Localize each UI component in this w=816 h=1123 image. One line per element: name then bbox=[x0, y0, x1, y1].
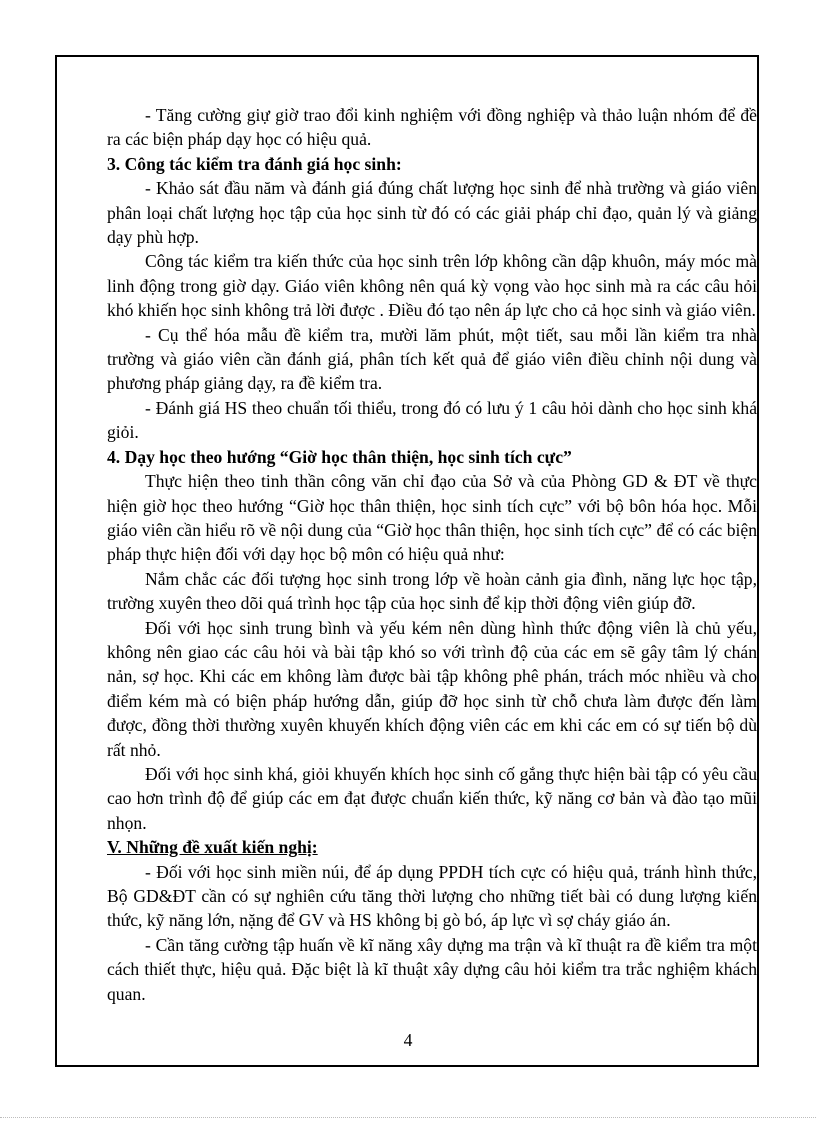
paragraph-weak-students: Đối với học sinh trung bình và yếu kém nên dùng hình thức động viên là chủ yếu, không nên giao các câu hỏi và bài tập khó so với trình độ của các em sẽ gây tâm lý chán nản, sợ học. Khi các em không làm được bài tập không phê phán, trách móc nhiều và cho điểm kém mà có biện pháp hướng dẫn, giúp đỡ học sinh từ chỗ chưa làm được đến làm được, đồng thời thường xuyên khuyến khích động viên các em khi các em có sự tiến bộ dù rất nhỏ. bbox=[107, 617, 757, 760]
paragraph-initial-survey: - Khảo sát đầu năm và đánh giá đúng chất lượng học sinh để nhà trường và giáo viên phân loại chất lượng học tập của học sinh từ đó có các giải pháp chỉ đạo, quản lý và giảng dạy phù hợp. bbox=[107, 178, 757, 248]
paragraph-good-students: Đối với học sinh khá, giỏi khuyến khích học sinh cố gắng thực hiện bài tập có yêu cầu cao hơn trình độ để giúp các em đạt được chuẩn kiến thức, kỹ năng cơ bản và đào tạo mũi nhọn. bbox=[107, 763, 757, 833]
paragraph-mountain-students: - Đối với học sinh miền núi, để áp dụng PPDH tích cực có hiệu quả, tránh hình thức, Bộ GD&ĐT cần có sự nghiên cứu tăng thời lượng cho những tiết bài có dung lượng kiến thức, kỹ năng lớn, nặng để GV và HS không bị gò bó, áp lực vì sợ cháy giáo án. bbox=[107, 861, 757, 931]
heading-recommendations-text: V. Những đề xuất kiến nghị: bbox=[107, 837, 318, 858]
heading-recommendations bbox=[107, 835, 757, 859]
paragraph-training: - Cần tăng cường tập huấn về kĩ năng xây dựng ma trận và kĩ thuật ra đề kiểm tra một cách thiết thực, hiệu quả. Đặc biệt là kĩ thuật xây dựng câu hỏi kiểm tra trắc nghiệm khách quan. bbox=[107, 934, 757, 1004]
document-body bbox=[107, 103, 757, 1006]
paragraph-knowledge-check: Công tác kiểm tra kiến thức của học sinh trên lớp không cần dập khuôn, máy móc mà linh động trong giờ dạy. Giáo viên không nên quá kỳ vọng vào học sinh mà ra các câu hỏi khó khiến học sinh không trả lời được . Điều đó tạo nên áp lực cho cả học sinh và giáo viên. bbox=[107, 251, 757, 321]
paragraph-exchange-experience: - Tăng cường giự giờ trao đổi kinh nghiệm với đồng nghiệp và thảo luận nhóm để đề ra các biện pháp dạy học có hiệu quả. bbox=[107, 105, 757, 150]
heading-student-assessment: 3. Công tác kiểm tra đánh giá học sinh: bbox=[107, 153, 402, 174]
paragraph-test-templates: - Cụ thể hóa mẫu đề kiểm tra, mười lăm phút, một tiết, sau mỗi lần kiểm tra nhà trường và giáo viên cần đánh giá, phân tích kết quả để giáo viên điều chỉnh nội dung và phương pháp giảng dạy, ra đề kiểm tra. bbox=[107, 324, 757, 394]
page-bottom-divider bbox=[0, 1117, 816, 1118]
paragraph-know-students: Nắm chắc các đối tượng học sinh trong lớp về hoàn cảnh gia đình, năng lực học tập, trường xuyên theo dõi quá trình học tập của học sinh để kịp thời động viên giúp đỡ. bbox=[107, 568, 757, 614]
heading-friendly-classes: 4. Dạy học theo hướng “Giờ học thân thiện, học sinh tích cực” bbox=[107, 446, 572, 467]
page-number: 4 bbox=[403, 1030, 413, 1050]
paragraph-implementation: Thực hiện theo tinh thần công văn chỉ đạo của Sở và của Phòng GD & ĐT về thực hiện giờ học theo hướng “Giờ học thân thiện, học sinh tích cực” với bộ bôn hóa học. Mỗi giáo viên cần hiểu rõ về nội dung của “Giờ học thân thiện, học sinh tích cực” để có các biện pháp thực hiện đối với dạy học bộ môn có hiệu quả như: bbox=[107, 471, 757, 565]
paragraph-minimum-standard: - Đánh giá HS theo chuẩn tối thiểu, trong đó có lưu ý 1 câu hỏi dành cho học sinh khá giỏi. bbox=[107, 397, 757, 443]
